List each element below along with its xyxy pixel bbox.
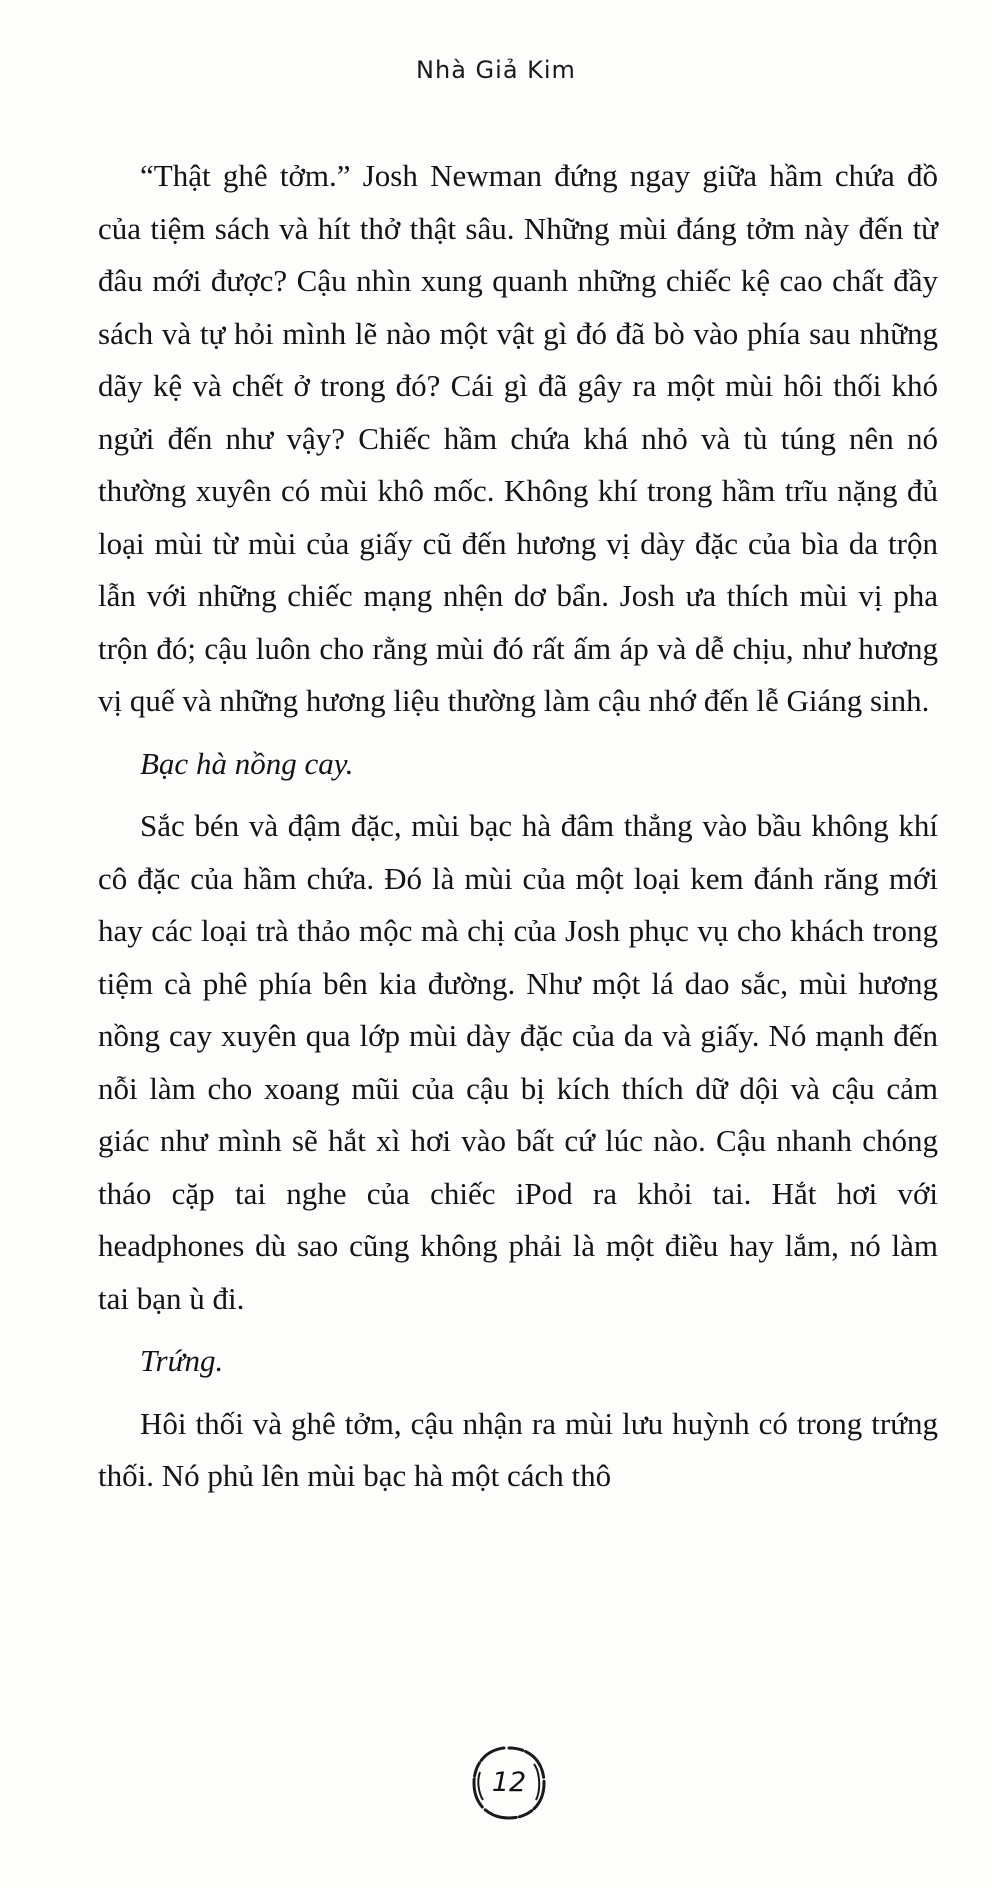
- paragraph-mint-description: Sắc bén và đậm đặc, mùi bạc hà đâm thẳng vào bầu không khí cô đặc của hầm chứa. Đó là mùi của một loại kem đánh răng mới hay các loại trà thảo mộc mà chị của Josh phục vụ cho khách trong tiệm cà phê phía bên kia đường. Như một lá dao sắc, mùi hương nồng cay xuyên qua lớp mùi dày đặc của da và giấy. Nó mạnh đến nỗi làm cho xoang mũi của cậu bị kích thích dữ dội và cậu cảm giác như mình sẽ hắt xì hơi vào bất cứ lúc nào. Cậu nhanh chóng tháo cặp tai nghe của chiếc iPod ra khỏi tai. Hắt hơi với headphones dù sao cũng không phải là một điều hay lắm, nó làm tai bạn ù đi.: [98, 808, 938, 1316]
- page-number-badge: [468, 1742, 550, 1824]
- page-number: 12: [491, 1767, 527, 1798]
- paragraph-egg-description: Hôi thối và ghê tởm, cậu nhận ra mùi lưu huỳnh có trong trứng thối. Nó phủ lên mùi bạc hà một cách thô: [98, 1405, 938, 1493]
- body-text: [98, 150, 938, 1513]
- paragraph-mint: Bạc hà nồng cay.: [140, 745, 354, 781]
- running-header: Nhà Giả Kim: [416, 56, 576, 84]
- paragraph-egg: Trứng.: [140, 1343, 224, 1378]
- paragraph-opening: “Thật ghê tởm.” Josh Newman đứng ngay giữa hầm chứa đồ của tiệm sách và hít thở thật sâu. Những mùi đáng tởm này đến từ đâu mới được? Cậu nhìn xung quanh những chiếc kệ cao chất đầy sách và tự hỏi mình lẽ nào một vật gì đó đã bò vào phía sau những dãy kệ và chết ở trong đó? Cái gì đã gây ra một mùi hôi thối khó ngửi đến như vậy? Chiếc hầm chứa khá nhỏ và tù túng nên nó thường xuyên có mùi khô mốc. Không khí trong hầm trĩu nặng đủ loại mùi từ mùi của giấy cũ đến hương vị dày đặc của bìa da trộn lẫn với những chiếc mạng nhện dơ bẩn. Josh ưa thích mùi vị pha trộn đó; cậu luôn cho rằng mùi đó rất ấm áp và dễ chịu, như hương vị quế và những hương liệu thường làm cậu nhớ đến lễ Giáng sinh.: [98, 158, 938, 718]
